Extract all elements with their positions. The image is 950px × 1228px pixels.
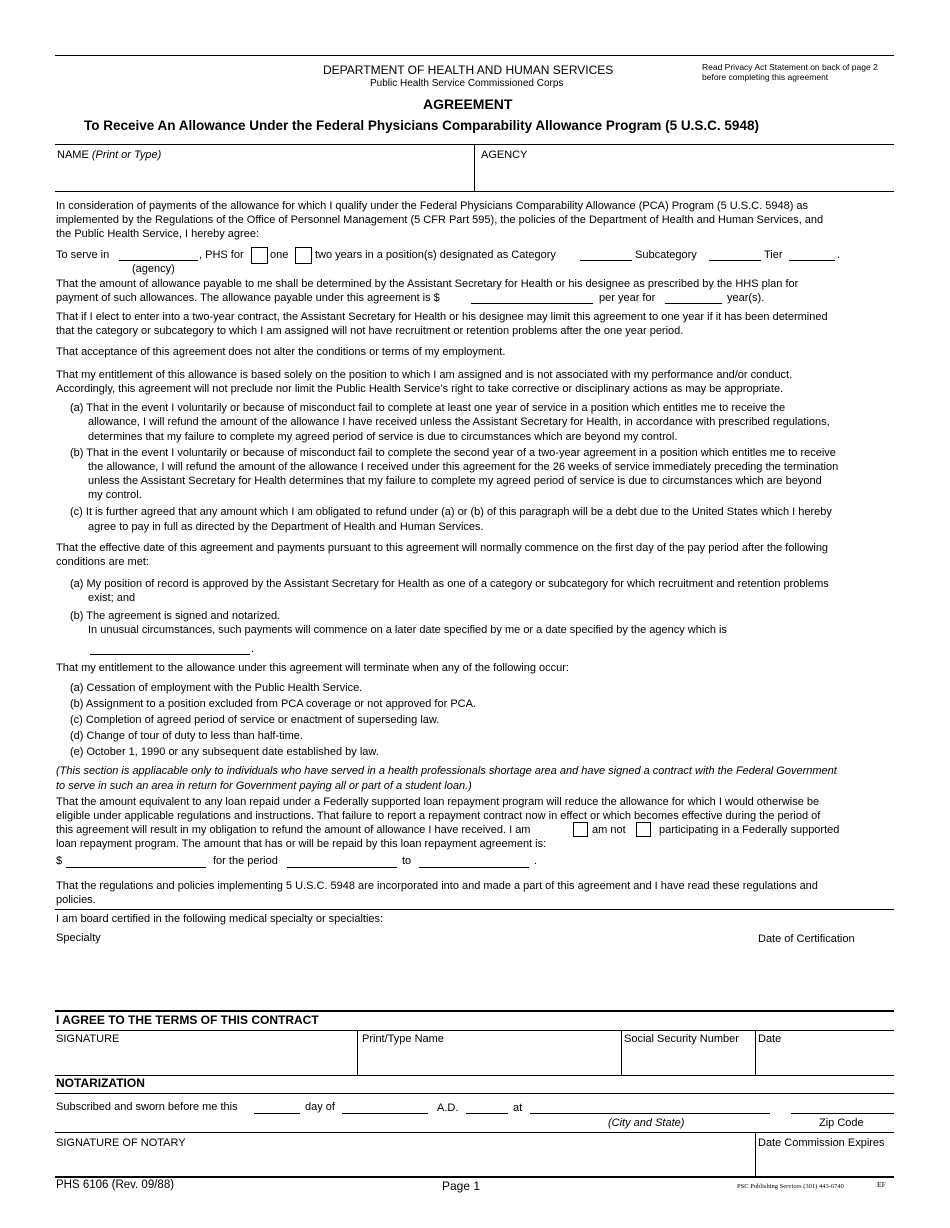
regs-line-2: policies. (56, 894, 96, 906)
signature-input[interactable] (56, 1046, 354, 1074)
loan-amount-blank[interactable] (66, 855, 206, 868)
effective-b-line-2: In unusual circumstances, such payments will commence on a later date specified by me or a date specified by the agency which is (88, 624, 727, 636)
sworn-text: Subscribed and sworn before me this (56, 1101, 238, 1113)
agency-date-period: . (251, 643, 255, 655)
agency-date-blank[interactable] (90, 642, 250, 655)
notary-signature-input[interactable] (56, 1150, 752, 1174)
two-year-line-1: That if I elect to enter into a two-year contract, the Assistant Secretary for Health or his designee may limit this agreement to one year if it has been determined (56, 311, 828, 323)
agree-heading: I AGREE TO THE TERMS OF THIS CONTRACT (56, 1013, 319, 1027)
clause-b-line-4: my control. (88, 489, 142, 501)
terminate-a: (a) Cessation of employment with the Public Health Service. (70, 682, 363, 694)
clause-c-line-1: (c) It is further agreed that any amount which I am obligated to refund under (a) or (b) of this paragraph will be a debt due to the United States which I hereby (70, 506, 832, 518)
amount-line-1: That the amount of allowance payable to me shall be determined by the Assistant Secretary for Health or his designee as prescribed by the HHS plan for (56, 278, 799, 290)
loan-line-3b: am not (592, 824, 626, 836)
intro-line-2: implemented by the Regulations of the Office of Personnel Management (5 CFR Part 595), the policies of the Department of Health and Human Services, and (56, 214, 824, 226)
effective-line-1: That the effective date of this agreement and payments pursuant to this agreement will normally commence on the first day of the pay period after the following (56, 542, 829, 554)
loan-note-line-2: to serve in such an area in return for Government paying all or part of a student loan.) (56, 780, 472, 792)
loan-line-3c: participating in a Federally supported (659, 824, 840, 836)
ad-label: A.D. (437, 1102, 459, 1114)
board-certified-text: I am board certified in the following medical specialty or specialties: (56, 913, 384, 925)
loan-line-3a: this agreement will result in my obligation to refund the amount of allowance I have received. I am (56, 824, 531, 836)
category-blank[interactable] (580, 248, 632, 261)
publisher-note: PSC Publishing Services (301) 443-6740 (737, 1183, 844, 1190)
loan-line-2: eligible under applicable regulations and instructions. That failure to report a repayment contract now in effect or which becomes effective during the period of (56, 810, 821, 822)
loan-to-label: to (402, 855, 412, 867)
name-hint: (Print or Type) (91, 149, 162, 161)
ssn-input[interactable] (624, 1046, 752, 1074)
loan-start-blank[interactable] (287, 855, 397, 868)
agency-input[interactable] (476, 164, 892, 190)
clause-b-line-2: the allowance, I will refund the amount of the allowance I received under this agreement for the 26 weeks of service immediately preceding the termination (88, 461, 839, 473)
intro-line-3: the Public Health Service, I hereby agree: (56, 228, 260, 240)
at-label: at (513, 1102, 523, 1114)
ef-mark: EF (877, 1180, 886, 1189)
notarization-heading: NOTARIZATION (56, 1076, 145, 1090)
tier-blank[interactable] (789, 248, 835, 261)
entitlement-line-1: That my entitlement of this allowance is based solely on the position to which I am assigned and is not associated with my performance and/or conduct. (56, 369, 793, 381)
date-of-certification-label: Date of Certification (758, 933, 855, 945)
clause-a-line-1: (a) That in the event I voluntarily or because of misconduct fail to complete at least one year of service in a position which entitles me to receive the (70, 402, 786, 414)
page-number: Page 1 (442, 1179, 481, 1193)
day-of-label: day of (305, 1101, 335, 1113)
zip-caption: Zip Code (819, 1117, 864, 1129)
clause-c-line-2: agree to pay in full as directed by the Department of Health and Human Services. (88, 521, 484, 533)
terminate-d: (d) Change of tour of duty to less than half-time. (70, 730, 303, 742)
amount-line-2: payment of such allowances. The allowance payable under this agreement is $ (56, 292, 440, 304)
ssn-label: Social Security Number (624, 1033, 739, 1045)
privacy-note-1: Read Privacy Act Statement on back of page 2 (702, 62, 878, 72)
date-input[interactable] (758, 1046, 892, 1074)
agency-label: AGENCY (481, 149, 528, 161)
month-blank[interactable] (342, 1101, 428, 1114)
form-title: AGREEMENT (423, 96, 513, 112)
city-state-blank[interactable] (530, 1101, 770, 1114)
loan-note-line-1: (This section is appliacable only to individuals who have served in a health professionals shortage area and have signed a contract with the Federal Government (56, 765, 837, 777)
specialty-input[interactable] (56, 948, 736, 1004)
terminate-text: That my entitlement to the allowance under this agreement will terminate when any of the following occur: (56, 662, 569, 674)
zip-blank[interactable] (791, 1101, 894, 1114)
privacy-note-2: before completing this agreement (702, 72, 829, 82)
loan-line-1: That the amount equivalent to any loan repaid under a Federally supported loan repayment program will reduce the allowance for which I would otherwise be (56, 796, 820, 808)
serve-phs: , PHS for (199, 249, 244, 261)
subcategory-label: Subcategory (635, 249, 697, 261)
terminate-e: (e) October 1, 1990 or any subsequent date established by law. (70, 746, 379, 758)
signature-label: SIGNATURE (56, 1033, 120, 1045)
one-year-checkbox[interactable] (251, 247, 268, 264)
agency-blank[interactable] (119, 248, 198, 261)
allowance-amount-blank[interactable] (471, 291, 593, 304)
serve-period: . (837, 249, 841, 261)
i-am-checkbox[interactable] (573, 822, 588, 837)
loan-dollar: $ (56, 855, 63, 867)
terminate-b: (b) Assignment to a position excluded from PCA coverage or not approved for PCA. (70, 698, 476, 710)
form-number: PHS 6106 (Rev. 09/88) (56, 1179, 175, 1191)
commission-expires-label: Date Commission Expires (758, 1137, 885, 1149)
notary-signature-label: SIGNATURE OF NOTARY (56, 1137, 186, 1149)
effective-b-line-1: (b) The agreement is signed and notarized. (70, 610, 281, 622)
years-label: year(s). (727, 292, 765, 304)
loan-end-blank[interactable] (419, 855, 529, 868)
agency-caption: (agency) (132, 263, 175, 275)
subcategory-blank[interactable] (709, 248, 761, 261)
serve-prefix: To serve in (56, 249, 110, 261)
form-subtitle: To Receive An Allowance Under the Federal Physicians Comparability Allowance Program (5 U.S.C. 5948) (84, 118, 759, 133)
department-name: DEPARTMENT OF HEALTH AND HUMAN SERVICES (323, 63, 614, 77)
effective-a-line-2: exist; and (88, 592, 136, 604)
intro-line-1: In consideration of payments of the allowance for which I qualify under the Federal Physicians Comparability Allowance (PCA) Program (5 U.S.C. 5948) as (56, 200, 809, 212)
clause-b-line-3: unless the Assistant Secretary for Health determines that my failure to complete my agreed period of service is due to circumstances which are beyond (88, 475, 822, 487)
am-not-checkbox[interactable] (636, 822, 651, 837)
commission-expires-input[interactable] (758, 1150, 892, 1174)
print-name-input[interactable] (360, 1046, 618, 1074)
terminate-c: (c) Completion of agreed period of service or enactment of superseding law. (70, 714, 440, 726)
acceptance-text: That acceptance of this agreement does not alter the conditions or terms of my employment. (56, 346, 506, 358)
regs-line-1: That the regulations and policies implementing 5 U.S.C. 5948 are incorporated into and made a part of this agreement and I have read these regulations and (56, 880, 818, 892)
serve-one: one (270, 249, 289, 261)
loan-period-label: for the period (213, 855, 278, 867)
name-input[interactable] (56, 164, 472, 190)
name-label: NAME (57, 149, 89, 161)
city-state-caption: (City and State) (608, 1117, 685, 1129)
specialty-label: Specialty (56, 932, 101, 944)
loan-dot: . (534, 855, 538, 867)
clause-a-line-3: determines that my failure to complete my agreed period of service is due to circumstances which are beyond my control. (88, 431, 678, 443)
two-year-line-2: that the category or subcategory to which I am assigned will not have recruitment or retention problems after the one year period. (56, 325, 684, 337)
years-blank[interactable] (665, 291, 722, 304)
entitlement-line-2: Accordingly, this agreement will not preclude nor limit the Public Health Service’s right to take corrective or disciplinary actions as may be appropriate. (56, 383, 784, 395)
tier-label: Tier (764, 249, 783, 261)
serve-two: two years in a position(s) designated as Category (315, 249, 556, 261)
date-label: Date (758, 1033, 782, 1045)
effective-a-line-1: (a) My position of record is approved by the Assistant Secretary for Health as one of a category or subcategory for which recruitment and retention problems (70, 578, 829, 590)
clause-a-line-2: allowance, I will refund the amount of the allowance I have received unless the Assistant Secretary for Health, in accordance with prescribed regulations, (88, 416, 830, 428)
print-name-label: Print/Type Name (362, 1033, 444, 1045)
loan-line-4: loan repayment program. The amount that has or will be repaid by this loan repayment agreement is: (56, 838, 547, 850)
clause-b-line-1: (b) That in the event I voluntarily or because of misconduct fail to complete the second year of a two-year agreement in a position which entitles me to receive (70, 447, 836, 459)
day-blank[interactable] (254, 1101, 300, 1114)
year-blank[interactable] (466, 1101, 508, 1114)
effective-line-2: conditions are met: (56, 556, 149, 568)
per-year-label: per year for (599, 292, 656, 304)
sub-department: Public Health Service Commissioned Corps (370, 78, 564, 89)
name-field-label (57, 148, 161, 162)
certification-date-input[interactable] (756, 948, 892, 1004)
two-years-checkbox[interactable] (295, 247, 312, 264)
